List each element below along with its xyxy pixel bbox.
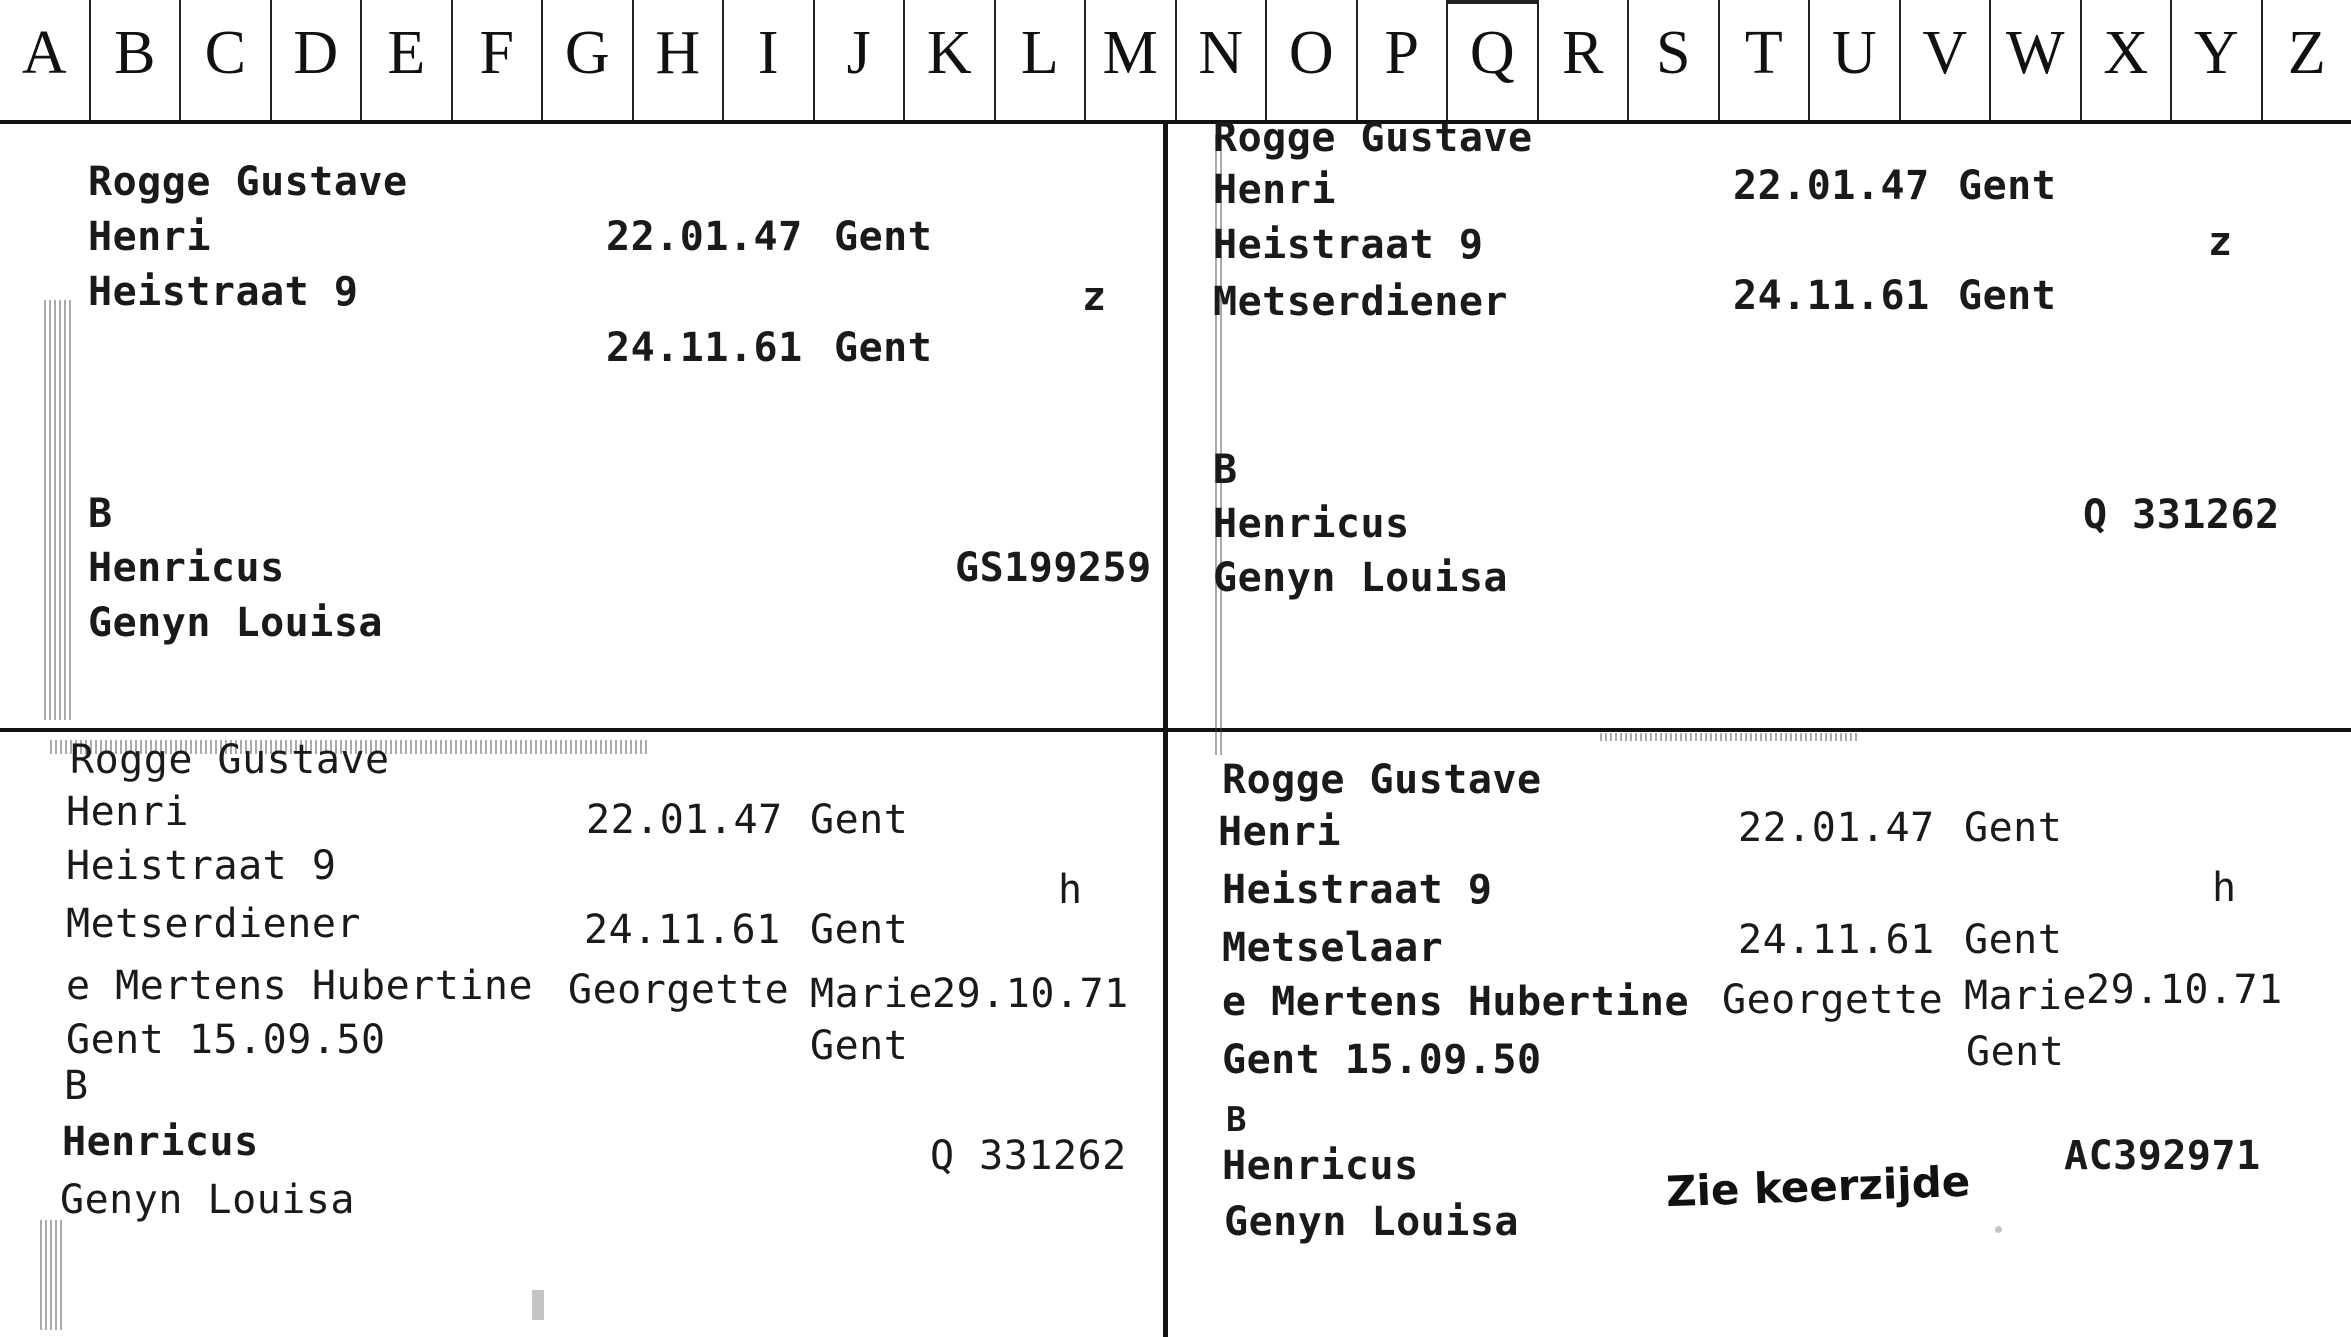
- spouse-birth-text: Gent 15.09.50: [1222, 1037, 1542, 1083]
- marriage-date-text: 29.10.71: [2086, 967, 2283, 1013]
- occupation-text: Metserdiener: [66, 901, 361, 947]
- street-text: Heistraat 9: [88, 269, 359, 315]
- spouse-birth-text: Gent 15.09.50: [66, 1017, 386, 1063]
- tab-letter-w: W: [1991, 0, 2082, 120]
- firstname-text: Henri: [1218, 809, 1341, 855]
- tab-letter-u: U: [1810, 0, 1901, 120]
- firstname-text: Henri: [88, 214, 211, 260]
- birth-place-text: Gent: [1958, 163, 2057, 209]
- mother-name-text: Genyn Louisa: [1213, 555, 1508, 601]
- street-text: Heistraat 9: [66, 843, 337, 889]
- card-number-text: Q 331262: [2083, 492, 2280, 538]
- b-marker: B: [64, 1063, 89, 1109]
- tab-letter-h: H: [634, 0, 725, 120]
- code-letter: z: [1082, 274, 1107, 320]
- card-number-text: GS199259: [955, 545, 1152, 591]
- birth-date-text: 22.01.47: [606, 214, 803, 260]
- code-letter: h: [2212, 865, 2237, 911]
- marriage-place-text: Gent: [1966, 1029, 2065, 1075]
- registration-place-text: Gent: [810, 907, 909, 953]
- spouse-firstname2-text: Marie: [1964, 973, 2087, 1019]
- scan-speck: [532, 1290, 544, 1320]
- registration-place-text: Gent: [1958, 273, 2057, 319]
- surname-text: Rogge Gustave: [88, 159, 408, 205]
- father-name-text: Henricus: [1222, 1143, 1419, 1189]
- tab-letter-q: Q: [1448, 0, 1539, 120]
- occupation-text: Metselaar: [1222, 925, 1444, 971]
- b-marker: B: [1213, 447, 1238, 493]
- birth-date-text: 22.01.47: [1738, 805, 1935, 851]
- tab-letter-m: M: [1086, 0, 1177, 120]
- father-name-text: Henricus: [88, 545, 285, 591]
- tab-letter-l: L: [996, 0, 1087, 120]
- b-marker: B: [1226, 1100, 1247, 1140]
- code-letter: h: [1058, 867, 1083, 913]
- mother-name-text: Genyn Louisa: [88, 600, 383, 646]
- firstname-text: Henri: [66, 789, 189, 835]
- see-reverse-stamp: Zie keerzijde: [1665, 1156, 1971, 1217]
- scan-speck: [1995, 1226, 2002, 1233]
- marriage-date-text: 29.10.71: [932, 971, 1129, 1017]
- birth-place-text: Gent: [1964, 805, 2063, 851]
- spouse-firstname2-text: Marie: [810, 971, 933, 1017]
- birth-date-text: 22.01.47: [586, 797, 783, 843]
- card-divider-vertical: [1163, 124, 1168, 1337]
- registration-date-text: 24.11.61: [606, 325, 803, 371]
- registration-place-text: Gent: [834, 325, 933, 371]
- tab-letter-d: D: [272, 0, 363, 120]
- spouse-firstname-text: Georgette: [1722, 977, 1944, 1023]
- tab-letter-n: N: [1177, 0, 1268, 120]
- marriage-place-text: Gent: [810, 1023, 909, 1069]
- tab-letter-z: Z: [2287, 18, 2326, 87]
- tab-letter-p: P: [1358, 0, 1449, 120]
- birth-date-text: 22.01.47: [1733, 163, 1930, 209]
- scan-smudge: [40, 1220, 62, 1330]
- tab-letter-i: I: [724, 0, 815, 120]
- tab-letter-o: O: [1267, 0, 1358, 120]
- tab-letter-a: A: [0, 0, 91, 120]
- tab-letter-x: X: [2082, 0, 2173, 120]
- father-name-text: Henricus: [1213, 501, 1410, 547]
- tab-letter-b: B: [91, 0, 182, 120]
- registration-place-text: Gent: [1964, 917, 2063, 963]
- registration-date-text: 24.11.61: [1738, 917, 1935, 963]
- mother-name-text: Genyn Louisa: [60, 1177, 355, 1223]
- tab-letter-g: G: [543, 0, 634, 120]
- birth-place-text: Gent: [810, 797, 909, 843]
- tab-letter-k: K: [905, 0, 996, 120]
- tab-letter-s: S: [1629, 0, 1720, 120]
- tab-letter-v: V: [1901, 0, 1992, 120]
- spouse-name-text: e Mertens Hubertine: [66, 963, 534, 1009]
- mother-name-text: Genyn Louisa: [1224, 1199, 1519, 1245]
- registration-date-text: 24.11.61: [584, 907, 781, 953]
- code-letter: z: [2208, 219, 2233, 265]
- surname-text: Rogge Gustave: [1213, 115, 1533, 161]
- birth-place-text: Gent: [834, 214, 933, 260]
- registration-date-text: 24.11.61: [1733, 273, 1930, 319]
- tab-letter-j: J: [815, 0, 906, 120]
- b-marker: B: [88, 491, 113, 537]
- spouse-name-text: e Mertens Hubertine: [1222, 979, 1690, 1025]
- surname-text: Rogge Gustave: [70, 737, 390, 783]
- firstname-text: Henri: [1213, 167, 1336, 213]
- spouse-firstname-text: Georgette: [568, 967, 790, 1013]
- card-divider-horizontal: [0, 728, 2351, 732]
- tab-letter-y: Y: [2172, 0, 2263, 120]
- alphabet-tab-strip: [0, 0, 2351, 124]
- street-text: Heistraat 9: [1213, 222, 1484, 268]
- card-number-text: AC392971: [2064, 1133, 2261, 1179]
- street-text: Heistraat 9: [1222, 867, 1493, 913]
- scan-smudge: [1600, 733, 1860, 741]
- card-number-text: Q 331262: [930, 1133, 1127, 1179]
- tab-letter-e: E: [362, 0, 453, 120]
- surname-text: Rogge Gustave: [1222, 757, 1542, 803]
- tab-letter-t: T: [1720, 0, 1811, 120]
- occupation-text: Metserdiener: [1213, 279, 1508, 325]
- father-name-text: Henricus: [62, 1119, 259, 1165]
- tab-letter-c: C: [181, 0, 272, 120]
- scan-smudge: [44, 300, 72, 720]
- tab-letter-r: R: [1539, 0, 1630, 120]
- tab-letter-f: F: [453, 0, 544, 120]
